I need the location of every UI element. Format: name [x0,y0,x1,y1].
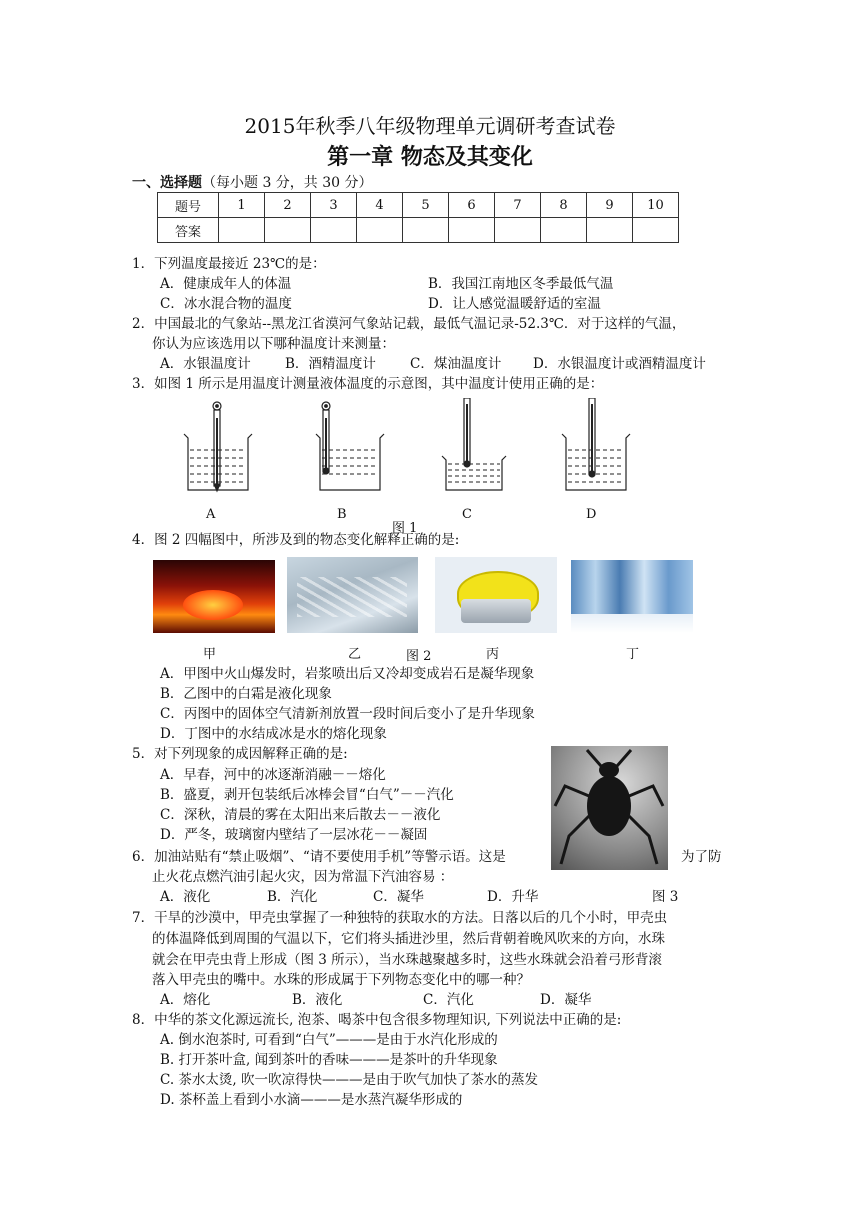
q1-option-c: C．冰水混合物的温度 [160,296,292,312]
q8-option-a: A. 倒水泡茶时, 可看到“白气”———是由于水汽化形成的 [160,1032,498,1048]
q2-option-d: D．水银温度计或酒精温度计 [533,356,706,372]
fig1-label-a: A [206,507,216,522]
figure-1-thermometers [180,398,660,508]
q5-stem: 5．对下列现象的成因解释正确的是: [132,746,348,762]
q7-line4: 落入甲壳虫的嘴中。水珠的形成属于下列物态变化中的哪一种？ [152,972,530,988]
answer-cell[interactable] [495,218,541,243]
beetle-photo [551,746,668,870]
table-label-number: 题号 [158,193,219,218]
fig2-caption: 图 2 [406,649,432,664]
fig2-label-yi: 乙 [348,647,362,662]
fig2-label-bing: 丙 [486,647,500,662]
table-num-7: 7 [495,193,541,218]
q6-option-c: C．凝华 [373,889,424,905]
q6-option-d: D．升华 [487,889,539,905]
q4-option-a: A．甲图中火山爆发时，岩浆喷出后又冷却变成岩石是凝华现象 [160,666,535,682]
table-label-answer: 答案 [158,218,219,243]
table-num-10: 10 [633,193,679,218]
table-num-4: 4 [357,193,403,218]
q7-option-d: D．凝华 [540,992,592,1008]
q7-option-b: B．液化 [292,992,343,1008]
table-num-2: 2 [265,193,311,218]
answer-cell[interactable] [357,218,403,243]
q2-option-b: B．酒精温度计 [285,356,376,372]
q4-stem: 4．图 2 四幅图中，所涉及到的物态变化解释正确的是: [132,532,460,548]
answer-table-header-row [158,193,679,218]
air-freshener-photo [435,557,557,633]
q2-option-c: C．煤油温度计 [410,356,502,372]
answer-cell[interactable] [403,218,449,243]
fig1-label-c: C [462,507,472,522]
fig1-label-b: B [337,507,347,522]
q5-option-b: B．盛夏，剥开包装纸后冰棒会冒“白气”－－汽化 [160,787,454,803]
q8-option-c: C. 茶水太烫, 吹一吹凉得快———是由于吹气加快了茶水的蒸发 [160,1072,539,1088]
q7-line1: 7．干旱的沙漠中，甲壳虫掌握了一种独特的获取水的方法。日落以后的几个小时，甲壳虫 [132,910,668,926]
q7-line3: 就会在甲壳虫背上形成（图 3 所示），当水珠越聚越多时，这些水珠就会沿着弓形背滚 [152,952,662,968]
table-num-3: 3 [311,193,357,218]
section-note: （每小题 3 分，共 30 分） [202,175,373,191]
fig2-label-ding: 丁 [626,647,640,662]
q8-option-d: D. 茶杯盖上看到小水滴———是水蒸汽凝华形成的 [160,1092,463,1108]
q8-option-b: B. 打开茶叶盒, 闻到茶叶的香味———是茶叶的升华现象 [160,1052,498,1068]
q2-option-a: A．水银温度计 [160,356,251,372]
q2-stem-line1: 2．中国最北的气象站--黑龙江省漠河气象站记载，最低气温记录-52.3℃．对于这样的气温， [132,316,686,332]
q6-stem-line1-tail: 为了防 [681,849,722,865]
q4-option-c: C．丙图中的固体空气清新剂放置一段时间后变小了是升华现象 [160,706,535,722]
q1-option-a: A．健康成年人的体温 [160,276,292,292]
beaker-c [442,398,506,490]
q6-stem-line2: 止火花点燃汽油引起火灾，因为常温下汽油容易 ： [152,869,454,885]
answer-cell[interactable] [311,218,357,243]
q4-option-b: B．乙图中的白霜是液化现象 [160,686,332,702]
q7-option-a: A．熔化 [160,992,211,1008]
volcano-photo [153,560,275,633]
answer-cell[interactable] [541,218,587,243]
beaker-a [184,402,252,491]
q7-line2: 的体温降低到周围的气温以下，它们将头插进沙里，然后背朝着晚风吹来的方向，水珠 [152,931,665,947]
fig2-label-jia: 甲 [203,647,217,662]
q6-stem-line1: 6．加油站贴有“禁止吸烟”、“请不要使用手机”等警示语。这是 [132,849,506,865]
answer-cell[interactable] [633,218,679,243]
fig1-label-d: D [586,507,597,522]
table-num-9: 9 [587,193,633,218]
frost-photo [287,557,418,633]
section-heading [132,172,373,192]
beaker-b [316,402,384,490]
q6-option-b: B．汽化 [267,889,318,905]
q5-option-a: A．早春，河中的冰逐渐消融－－熔化 [160,767,386,783]
q5-option-c: C．深秋，清晨的雾在太阳出来后散去－－液化 [160,807,441,823]
table-num-6: 6 [449,193,495,218]
q6-option-a: A．液化 [160,889,211,905]
q8-stem: 8．中华的茶文化源远流长, 泡茶、喝茶中包含很多物理知识, 下列说法中正确的是: [132,1012,622,1028]
q7-option-c: C．汽化 [423,992,474,1008]
beetle-icon [551,746,668,870]
answer-cell[interactable] [219,218,265,243]
answer-cell[interactable] [587,218,633,243]
q4-option-d: D．丁图中的水结成冰是水的熔化现象 [160,726,387,742]
ice-photo [571,560,693,633]
q5-option-d: D．严冬，玻璃窗内壁结了一层冰花－－凝固 [160,827,428,843]
answer-table [157,192,679,243]
fig3-caption: 图 3 [652,889,679,905]
table-num-5: 5 [403,193,449,218]
table-num-8: 8 [541,193,587,218]
exam-title: 2015年秋季八年级物理单元调研考查试卷 [244,114,616,138]
q1-option-d: D．让人感觉温暖舒适的室温 [428,296,601,312]
q2-stem-line2: 你认为应该选用以下哪种温度计来测量： [152,336,395,352]
q1-stem: 1．下列温度最接近 23℃的是： [132,256,326,272]
answer-cell[interactable] [449,218,495,243]
answer-table-answer-row [158,218,679,243]
section-name: 一、选择题 [132,175,202,191]
fig1-caption: 图 1 [392,521,418,536]
q1-option-b: B．我国江南地区冬季最低气温 [428,276,614,292]
chapter-title: 第一章 物态及其变化 [327,145,533,170]
beaker-d [562,398,630,490]
q3-stem: 3．如图 1 所示是用温度计测量液体温度的示意图，其中温度计使用正确的是： [132,376,604,392]
table-num-1: 1 [219,193,265,218]
answer-cell[interactable] [265,218,311,243]
